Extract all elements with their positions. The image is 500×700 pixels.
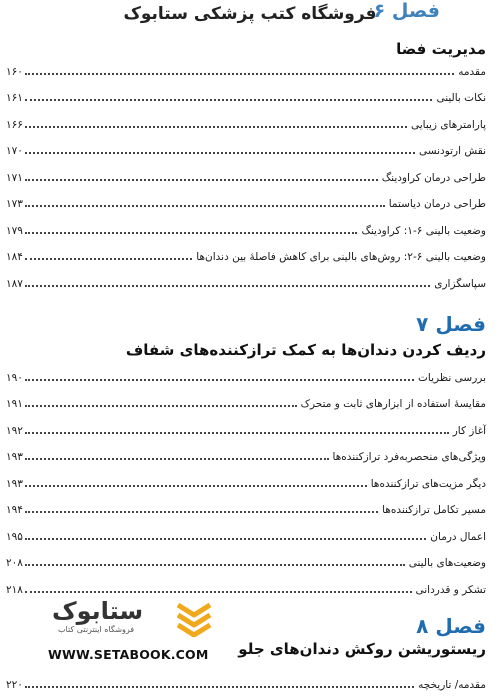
dot-leader: [25, 485, 367, 487]
toc-entry-label: دیگر مزیت‌های ترازکننده‌ها: [370, 477, 486, 490]
dot-leader: [25, 152, 415, 154]
toc-entry[interactable]: [6, 211, 486, 238]
toc-entry-label: بررسی نظریات: [417, 371, 486, 384]
toc-entry[interactable]: [6, 105, 486, 132]
toc-entry-page: ۱۹۴: [6, 504, 23, 516]
toc-entry-page: ۱۹۲: [6, 424, 23, 437]
dot-leader: [25, 538, 426, 540]
toc-entry[interactable]: [6, 238, 486, 265]
toc-entry-label: وضعیت‌های بالینی: [408, 557, 486, 569]
toc-entry[interactable]: [6, 665, 486, 692]
dot-leader: [25, 258, 192, 260]
toc-entry[interactable]: [6, 52, 486, 79]
dot-leader: [25, 686, 414, 688]
dot-leader: [25, 232, 358, 234]
toc-entry[interactable]: [6, 411, 486, 438]
toc-entry-page: ۱۸۴: [6, 251, 23, 263]
toc-entry-label: طراحی درمان کراودینگ: [381, 171, 486, 184]
dot-leader: [25, 126, 407, 128]
toc-entry-page: ۲۲۰: [6, 678, 23, 691]
chapter-8-title: ریستوریشن روکش دندان‌های جلو: [238, 640, 486, 658]
toc-entry-page: ۱۷۱: [6, 171, 23, 184]
toc-entry[interactable]: [6, 491, 486, 518]
toc-entry-page: ۱۹۳: [6, 477, 23, 490]
dot-leader: [25, 432, 449, 434]
toc-entry-page: ۱۶۱: [6, 92, 23, 104]
toc-entry-page: ۱۶۶: [6, 118, 23, 131]
toc-entry-page: ۱۹۵: [6, 530, 23, 543]
toc-entry-label: وضعیت بالینی ۶-۲: روش‌های بالینی برای کاهش فاصلهٔ بین دندان‌ها: [196, 251, 486, 263]
toc-entry-label: نکات بالینی: [436, 92, 486, 104]
chapter-6-title: مدیریت فضا: [396, 40, 486, 58]
toc-entry[interactable]: [6, 438, 486, 465]
toc-entry-label: نقش ارتودنسی: [418, 145, 486, 157]
dot-leader: [25, 564, 405, 566]
chapter-7-number: فصل ۷: [416, 312, 486, 336]
setabook-logo[interactable]: [10, 597, 215, 667]
toc-entry[interactable]: [6, 79, 486, 106]
toc-entry-page: ۱۹۱: [6, 398, 23, 410]
toc-entry[interactable]: [6, 464, 486, 491]
toc-entry-page: ۲۰۸: [6, 557, 23, 569]
store-url[interactable]: WWW.SETABOOK.COM: [48, 647, 209, 662]
chapter-8-number: فصل ۸: [416, 614, 486, 638]
dot-leader: [25, 591, 412, 593]
logo-brand-name: ستابوک: [52, 597, 144, 625]
toc-entry-label: تشکر و قدردانی: [415, 583, 486, 596]
chapter-8-toc: [6, 665, 486, 692]
store-watermark: فروشگاه کتب پزشکی ستابوک: [123, 4, 377, 24]
toc-entry[interactable]: [6, 185, 486, 212]
dot-leader: [25, 285, 430, 287]
toc-entry-label: پارامترهای زیبایی: [410, 118, 486, 131]
toc-entry-page: ۱۷۹: [6, 224, 23, 237]
toc-entry-page: ۱۹۳: [6, 451, 23, 463]
dot-leader: [25, 99, 433, 101]
toc-entry-label: مقایسهٔ استفاده از ابزارهای ثابت و متحرک: [300, 398, 486, 410]
chapter-7-toc: [6, 358, 486, 597]
dot-leader: [25, 179, 378, 181]
chevron-stack-icon: [175, 601, 213, 637]
toc-entry-page: ۱۷۰: [6, 145, 23, 157]
toc-entry[interactable]: [6, 264, 486, 291]
dot-leader: [25, 458, 329, 460]
toc-entry-label: وضعیت بالینی ۶-۱: کراودینگ: [361, 224, 486, 237]
toc-entry-page: ۱۹۰: [6, 371, 23, 384]
toc-entry[interactable]: [6, 544, 486, 571]
logo-tagline: فروشگاه اینترنتی کتاب: [58, 625, 135, 634]
chapter-7-title: ردیف کردن دندان‌ها به کمک ترازکننده‌های شفاف: [125, 341, 486, 359]
toc-entry[interactable]: [6, 517, 486, 544]
toc-entry-page: ۱۷۳: [6, 198, 23, 210]
dot-leader: [25, 405, 297, 407]
toc-entry[interactable]: [6, 385, 486, 412]
toc-entry-page: ۱۸۷: [6, 277, 23, 290]
dot-leader: [25, 511, 378, 513]
toc-entry-label: مسیر تکامل ترازکننده‌ها: [382, 504, 486, 516]
dot-leader: [25, 73, 454, 75]
toc-entry[interactable]: [6, 570, 486, 597]
toc-entry[interactable]: [6, 132, 486, 159]
toc-entry[interactable]: [6, 158, 486, 185]
toc-entry-label: مقدمه: [458, 65, 486, 78]
dot-leader: [25, 379, 414, 381]
toc-entry-label: سپاسگزاری: [434, 277, 486, 290]
toc-entry-page: ۱۶۰: [6, 65, 23, 78]
toc-entry-label: طراحی درمان دیاستما: [388, 198, 486, 210]
chapter-6-number: فصل ۶: [373, 0, 440, 22]
toc-entry-label: آغاز کار: [452, 424, 486, 437]
chapter-6-toc: [6, 52, 486, 291]
dot-leader: [25, 205, 385, 207]
toc-entry-label: ویژگی‌های منحصربه‌فرد ترازکننده‌ها: [332, 451, 486, 463]
toc-entry-label: اعمال درمان: [430, 530, 486, 543]
toc-entry-label: مقدمه/ تاریخچه: [418, 678, 486, 691]
toc-entry-page: ۲۱۸: [6, 583, 23, 596]
toc-entry[interactable]: [6, 358, 486, 385]
